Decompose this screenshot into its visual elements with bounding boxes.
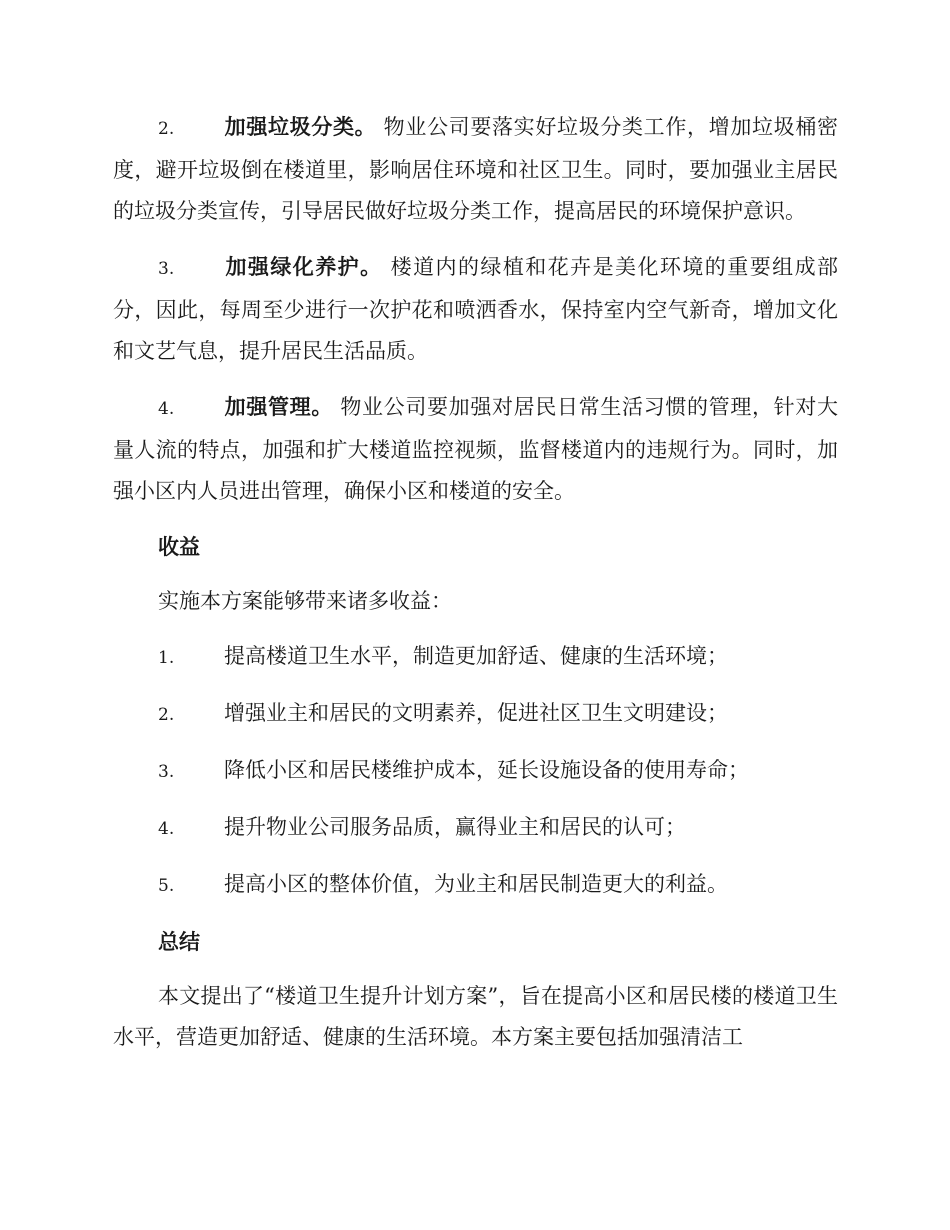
document-content	[113, 106, 838, 1072]
benefit-text: 增强业主和居民的文明素养，促进社区卫生文明建设；	[224, 701, 728, 725]
benefit-item-3	[113, 750, 838, 793]
measure-text: 物业公司要落实好垃圾分类工作，增加垃圾桶密度，避开垃圾倒在楼道里，影响居住环境和社区卫生。同时，要加强业主居民的垃圾分类宣传，引导居民做好垃圾分类工作，提高居民的环境保护意识。	[113, 115, 838, 223]
measure-item-4	[113, 386, 838, 512]
benefit-item-5	[113, 864, 838, 907]
benefits-heading: 收益	[158, 534, 200, 559]
benefit-number: 2.	[158, 705, 175, 725]
measure-text: 物业公司要加强对居民日常生活习惯的管理，针对大量人流的特点，加强和扩大楼道监控视频，监督楼道内的违规行为。同时，加强小区内人员进出管理，确保小区和楼道的安全。	[113, 395, 838, 503]
benefit-text: 提高小区的整体价值，为业主和居民制造更大的利益。	[224, 872, 728, 896]
benefit-item-4	[113, 807, 838, 850]
benefit-text: 提升物业公司服务品质，赢得业主和居民的认可；	[224, 815, 686, 839]
benefit-number: 4.	[158, 819, 175, 839]
measure-item-2	[113, 106, 838, 232]
benefit-text: 提高楼道卫生水平，制造更加舒适、健康的生活环境；	[224, 644, 728, 668]
measure-title: 加强垃圾分类。	[224, 114, 377, 139]
measure-title: 加强绿化养护。	[224, 254, 383, 279]
measure-number: 2.	[158, 119, 175, 139]
measure-title: 加强管理。	[224, 394, 333, 419]
summary-text: 本文提出了“楼道卫生提升计划方案”，旨在提高小区和居民楼的楼道卫生水平，营造更加舒适、健康的生活环境。本方案主要包括加强清洁工	[113, 984, 838, 1049]
benefit-number: 3.	[158, 762, 175, 782]
summary-heading: 总结	[158, 929, 200, 954]
measure-number: 3.	[158, 259, 175, 279]
benefits-intro: 实施本方案能够带来诸多收益：	[158, 589, 452, 613]
measure-text: 楼道内的绿植和花卉是美化环境的重要组成部分，因此，每周至少进行一次护花和喷洒香水，保持室内空气新奇，增加文化和文艺气息，提升居民生活品质。	[113, 255, 839, 363]
measure-number: 4.	[158, 399, 175, 419]
measure-item-3	[113, 246, 838, 372]
benefit-text: 降低小区和居民楼维护成本，延长设施设备的使用寿命；	[224, 758, 749, 782]
benefit-number: 1.	[158, 648, 175, 668]
benefit-item-2	[113, 693, 838, 736]
benefit-number: 5.	[158, 876, 175, 896]
benefit-item-1	[113, 636, 838, 679]
